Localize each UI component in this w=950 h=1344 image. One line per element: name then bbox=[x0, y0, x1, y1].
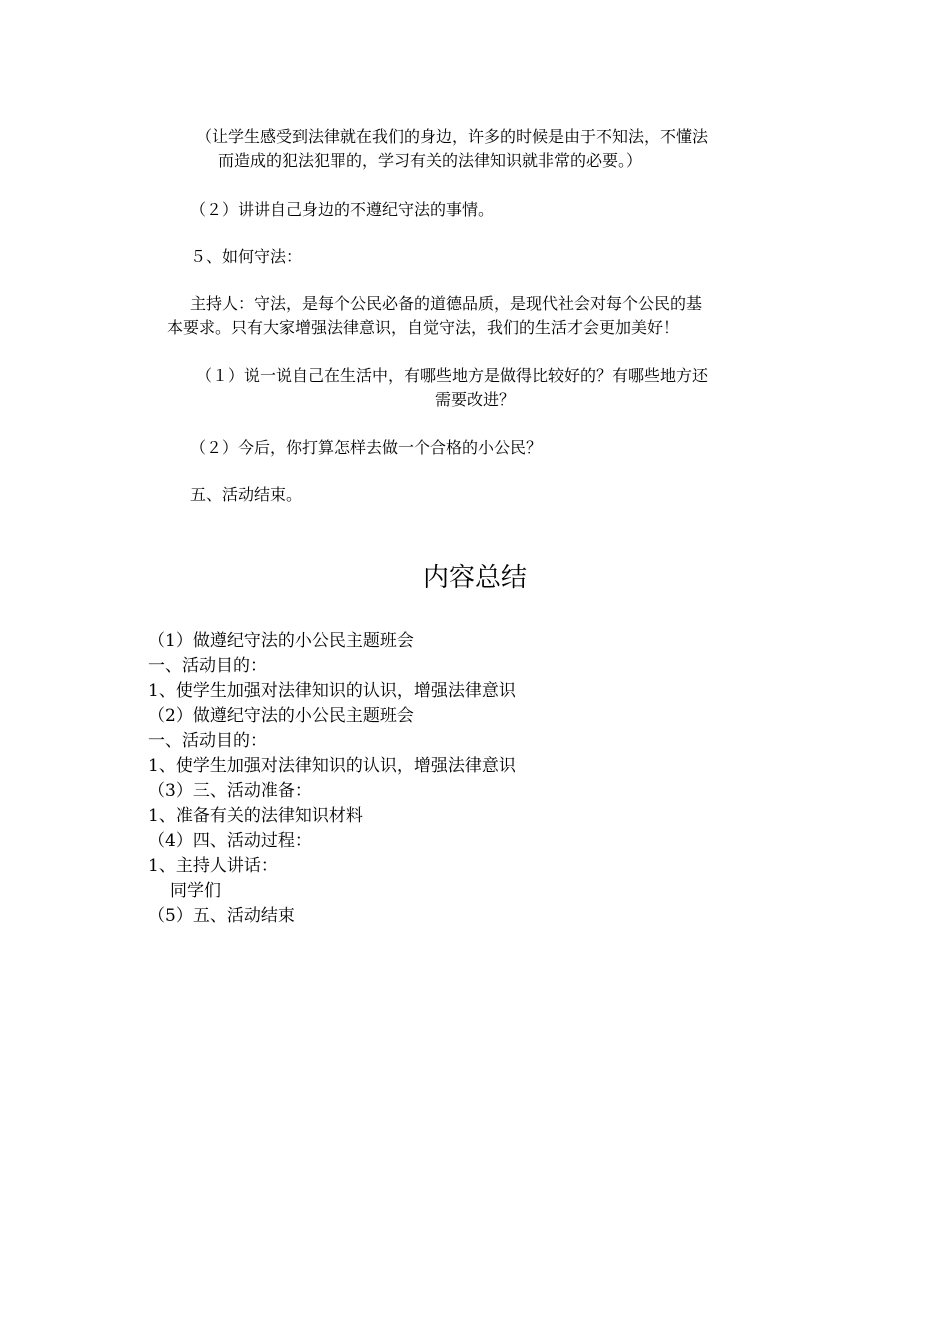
question-1-line2: 需要改进？ bbox=[434, 390, 515, 409]
summary-line: （2）做遵纪守法的小公民主题班会 bbox=[148, 706, 414, 726]
summary-line: 1、主持人讲话： bbox=[148, 856, 278, 876]
paragraph-note-line2: 而造成的犯法犯罪的，学习有关的法律知识就非常的必要。） bbox=[218, 151, 643, 170]
summary-line: （5）五、活动结束 bbox=[148, 906, 295, 926]
summary-line: 1、使学生加强对法律知识的认识，增强法律意识 bbox=[148, 681, 516, 701]
host-paragraph-line2: 本要求。只有大家增强法律意识，自觉守法，我们的生活才会更加美好！ bbox=[167, 318, 680, 337]
paragraph-item-2: （２）讲讲自己身边的不遵纪守法的事情。 bbox=[190, 200, 495, 219]
host-paragraph-line1: 主持人：守法，是每个公民必备的道德品质，是现代社会对每个公民的基 bbox=[190, 294, 703, 313]
question-1-line1: （１）说一说自己在生活中，有哪些地方是做得比较好的？有哪些地方还 bbox=[196, 366, 709, 385]
summary-line: （1）做遵纪守法的小公民主题班会 bbox=[148, 631, 414, 651]
summary-line: 同学们 bbox=[170, 881, 221, 901]
summary-line: （4）四、活动过程： bbox=[148, 831, 312, 851]
summary-line: 一、活动目的： bbox=[148, 656, 267, 676]
summary-line: 1、使学生加强对法律知识的认识，增强法律意识 bbox=[148, 756, 516, 776]
paragraph-note-line1: （让学生感受到法律就在我们的身边，许多的时候是由于不知法，不懂法 bbox=[196, 127, 709, 146]
question-2: （２）今后，你打算怎样去做一个合格的小公民？ bbox=[190, 438, 543, 457]
section-heading-5: ５、如何守法： bbox=[190, 247, 303, 266]
section-heading-end: 五、活动结束。 bbox=[190, 485, 303, 504]
summary-title: 内容总结 bbox=[422, 563, 527, 593]
summary-line: 一、活动目的： bbox=[148, 731, 267, 751]
summary-line: （3）三、活动准备： bbox=[148, 781, 312, 801]
summary-line: 1、准备有关的法律知识材料 bbox=[148, 806, 363, 826]
